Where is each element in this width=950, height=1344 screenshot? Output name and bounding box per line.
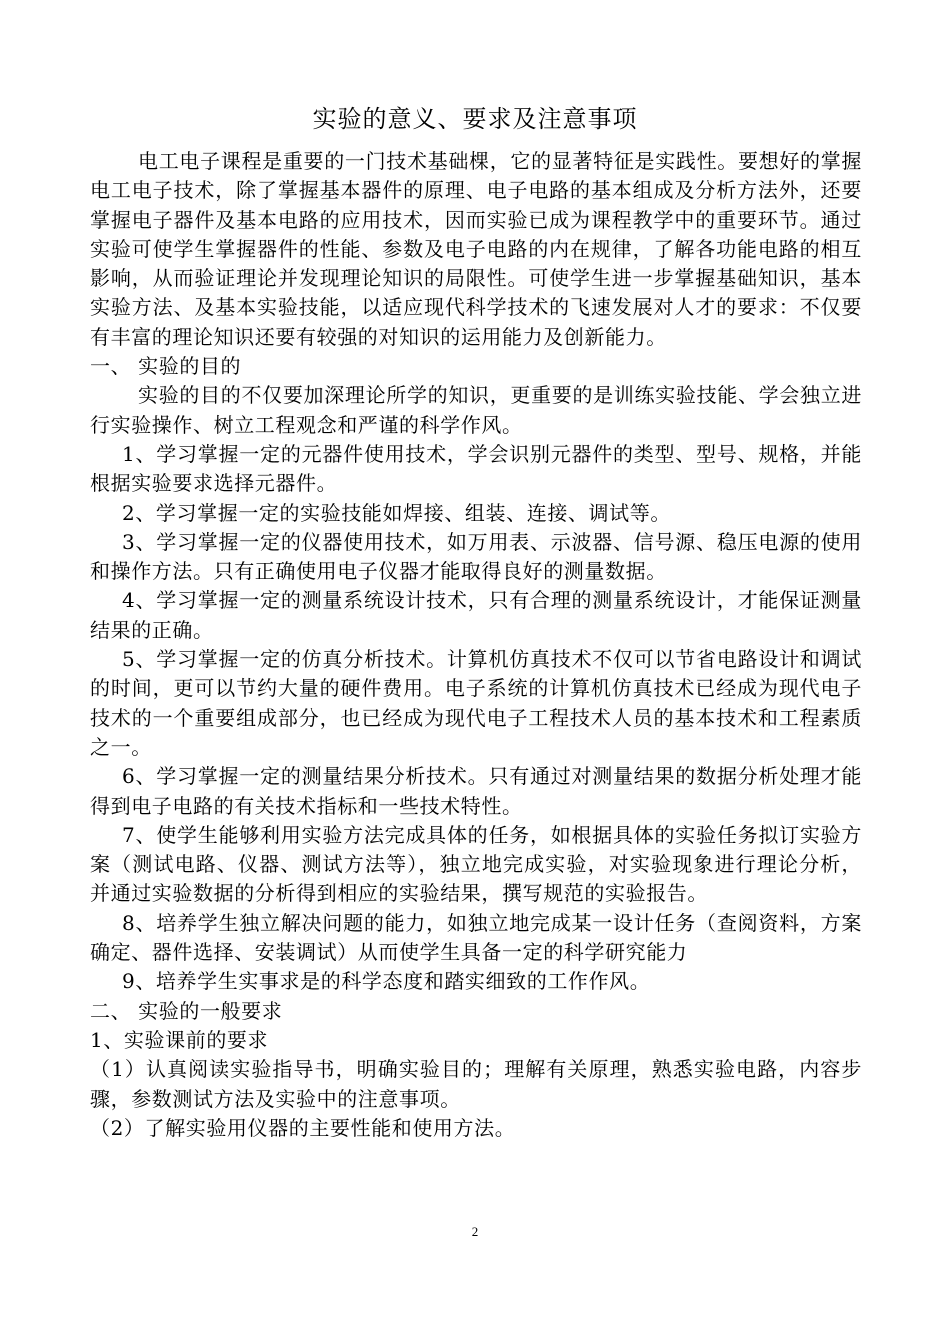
purpose-item-1: 1、学习掌握一定的元器件使用技术，学会识别元器件的类型、型号、规格，并能根据实验要求选择元器件。 <box>90 441 862 496</box>
purpose-item-9: 9、培养学生实事求是的科学态度和踏实细致的工作作风。 <box>122 969 651 994</box>
section-heading-requirements: 二、 实验的一般要求 <box>90 998 283 1023</box>
page-title: 实验的意义、要求及注意事项 <box>312 105 638 133</box>
section-heading-purpose: 一、 实验的目的 <box>90 354 242 379</box>
requirement-item-1: （1）认真阅读实验指导书，明确实验目的；理解有关原理，熟悉实验电路，内容步骤，参数测试方法及实验中的注意事项。 <box>90 1057 862 1111</box>
page-number: 2 <box>471 1224 479 1239</box>
purpose-item-2: 2、学习掌握一定的实验技能如焊接、组装、连接、调试等。 <box>122 500 671 525</box>
requirement-item-2: （2）了解实验用仪器的主要性能和使用方法。 <box>90 1115 516 1140</box>
document-body <box>90 147 862 1143</box>
purpose-item-7: 7、使学生能够利用实验方法完成具体的任务，如根据具体的实验任务拟订实验方案（测试电路、仪器、测试方法等），独立地完成实验，对实验现象进行理论分析，并通过实验数据的分析得到相应的实验结果，撰写规范的实验报告。 <box>90 822 862 906</box>
purpose-item-3: 3、学习掌握一定的仪器使用技术，如万用表、示波器、信号源、稳压电源的使用和操作方法。只有正确使用电子仪器才能取得良好的测量数据。 <box>90 529 862 584</box>
purpose-item-8: 8、培养学生独立解决问题的能力，如独立地完成某一设计任务（查阅资料，方案确定、器件选择、安装调试）从而使学生具备一定的科学研究能力 <box>90 910 862 965</box>
subsection-heading-pre-class: 1、实验课前的要求 <box>90 1027 269 1052</box>
purpose-item-4: 4、学习掌握一定的测量系统设计技术，只有合理的测量系统设计，才能保证测量结果的正确。 <box>90 588 862 642</box>
purpose-item-5: 5、学习掌握一定的仿真分析技术。计算机仿真技术不仅可以节省电路设计和调试的时间，更可以节约大量的硬件费用。电子系统的计算机仿真技术已经成为现代电子技术的一个重要组成部分，也已经成为现代电子工程技术人员的基本技术和工程素质之一。 <box>90 647 862 759</box>
intro-paragraph: 电工电子课程是重要的一门技术基础棵，它的显著特征是实践性。要想好的掌握电工电子技术，除了掌握基本器件的原理、电子电路的基本组成及分析方法外，还要掌握电子器件及基本电路的应用技术，因而实验已成为课程教学中的重要环节。通过实验可使学生掌握器件的性能、参数及电子电路的内在规律，了解各功能电路的相互影响，从而验证理论并发现理论知识的局限性。可使学生进一步掌握基础知识，基本实验方法、及基本实验技能，以适应现代科学技术的飞速发展对人才的要求：不仅要有丰富的理论知识还要有较强的对知识的运用能力及创新能力。 <box>90 149 862 349</box>
purpose-lead-paragraph: 实验的目的不仅要加深理论所学的知识，更重要的是训练实验技能、学会独立进行实验操作、树立工程观念和严谨的科学作风。 <box>90 383 862 437</box>
purpose-item-6: 6、学习掌握一定的测量结果分析技术。只有通过对测量结果的数据分析处理才能得到电子电路的有关技术指标和一些技术特性。 <box>90 764 862 818</box>
